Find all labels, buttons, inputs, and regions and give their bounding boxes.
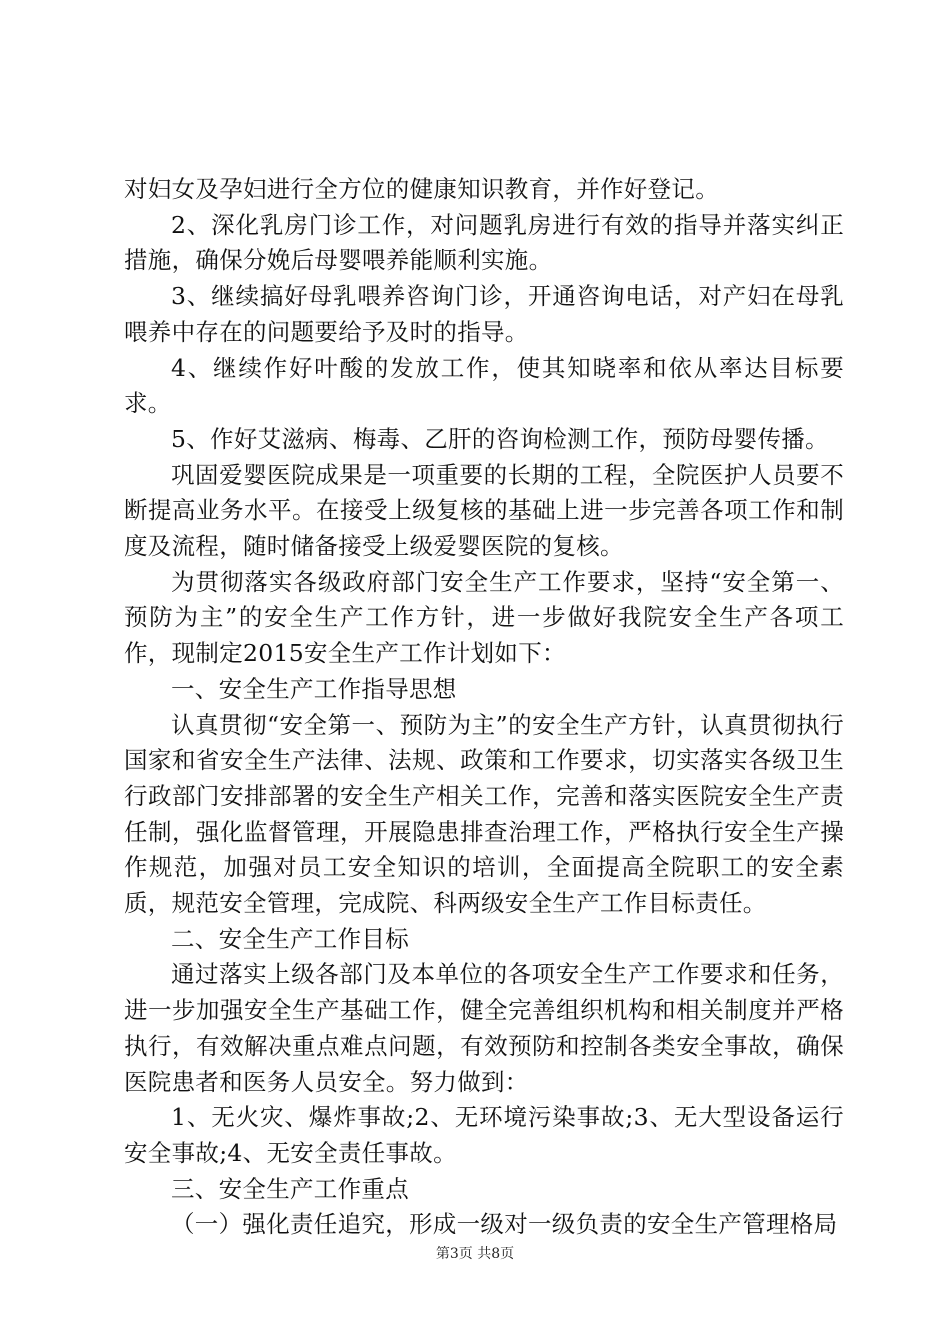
paragraph-intro: 为贯彻落实各级政府部门安全生产工作要求，坚持“安全第一、预防为主”的安全生产工作方针，进一步做好我院安全生产各项工作，现制定2015安全生产工作计划如下： [124,567,844,668]
subsection-heading-1: （一）强化责任追究，形成一级对一级负责的安全生产管理格局 [171,1210,838,1239]
paragraph-summary: 巩固爱婴医院成果是一项重要的长期的工程，全院医护人员要不断提高业务水平。在接受上级复核的基础上进一步完善各项工作和制度及流程，随时储备接受上级爱婴医院的复核。 [124,460,844,561]
section-heading-3: 三、安全生产工作重点 [171,1174,409,1203]
paragraph-guiding-thought: 认真贯彻“安全第一、预防为主”的安全生产方针，认真贯彻执行国家和省安全生产法律、法规、政策和工作要求，切实落实各级卫生行政部门安排部署的安全生产相关工作，完善和落实医院安全生产责任制，强化监督管理，开展隐患排查治理工作，严格执行安全生产操作规范，加强对员工安全知识的培训，全面提高全院职工的安全素质，规范安全管理，完成院、科两级安全生产工作目标责任。 [124,710,844,918]
page-number-footer: 第3页 共8页 [435,1246,515,1262]
paragraph-goals: 通过落实上级各部门及本单位的各项安全生产工作要求和任务，进一步加强安全生产基础工作，健全完善组织机构和相关制度并严格执行，有效解决重点难点问题，有效预防和控制各类安全事故，确保医院患者和医务人员安全。努力做到： [124,960,844,1096]
paragraph-item-4: 4、继续作好叶酸的发放工作，使其知晓率和依从率达目标要求。 [124,353,844,418]
document-body [124,172,844,1243]
paragraph-goal-list: 1、无火灾、爆炸事故;2、无环境污染事故;3、无大型设备运行安全事故;4、无安全责任事故。 [124,1103,844,1167]
paragraph-item-5: 5、作好艾滋病、梅毒、乙肝的咨询检测工作，预防母婴传播。 [171,424,829,453]
paragraph-item-3: 3、继续搞好母乳喂养咨询门诊，开通咨询电话，对产妇在母乳喂养中存在的问题要给予及时的指导。 [124,282,844,346]
paragraph-item-2: 2、深化乳房门诊工作，对问题乳房进行有效的指导并落实纠正措施，确保分娩后母婴喂养能顺利实施。 [124,210,844,275]
section-heading-1: 一、安全生产工作指导思想 [171,674,457,703]
paragraph-continuation: 对妇女及孕妇进行全方位的健康知识教育，并作好登记。 [124,175,719,203]
section-heading-2: 二、安全生产工作目标 [171,924,409,953]
